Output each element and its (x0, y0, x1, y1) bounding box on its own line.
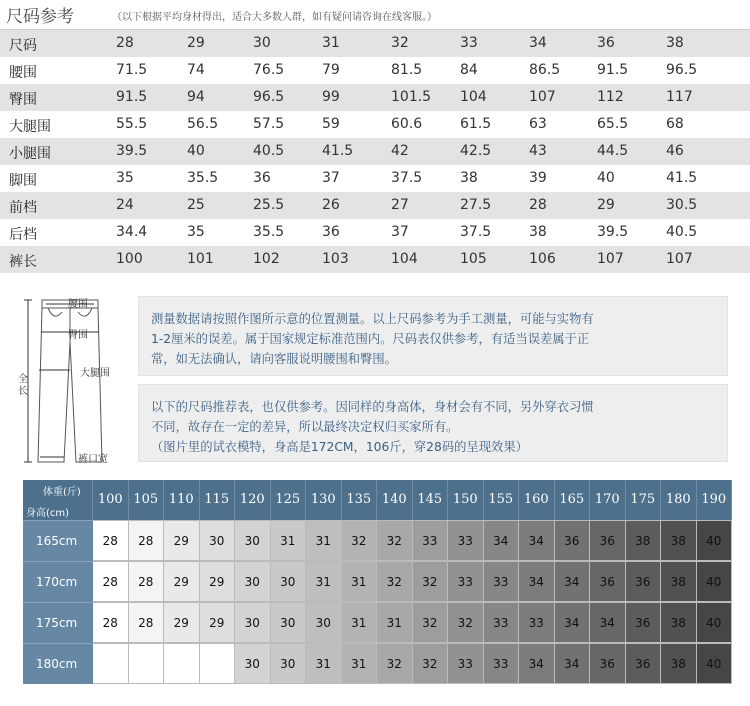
recommend-cell: 36 (590, 643, 626, 684)
note-line: 以下的尺码推荐表，也仅供参考。因同样的身高体，身材会有不同，另外穿衣习惯 (151, 400, 594, 414)
weight-axis-label: 体重(斤) (43, 487, 81, 498)
weight-header-cell: 175 (626, 480, 662, 520)
recommend-cell: 28 (129, 561, 165, 602)
page-title: 尺码参考 (6, 7, 74, 27)
page-subtitle: （以下根据平均身材得出，适合大多数人群，如有疑问请咨询在线客服。） (112, 12, 437, 23)
recommend-cell: 33 (448, 520, 484, 561)
weight-header-cell: 135 (342, 480, 378, 520)
recommend-cell: 28 (93, 561, 129, 602)
size-cell: 65.5 (597, 116, 629, 132)
note-line: 不同，故存在一定的差异，所以最终决定权归买家所有。 (151, 420, 459, 434)
size-cell: 39 (529, 170, 547, 186)
size-cell: 107 (666, 251, 693, 267)
size-cell: 35 (116, 170, 134, 186)
recommend-cell: 30 (235, 602, 271, 643)
size-cell: 31 (322, 35, 340, 51)
size-cell: 27.5 (460, 197, 492, 213)
recommend-cell: 40 (697, 643, 733, 684)
grid-corner (23, 480, 93, 520)
recommend-cell: 33 (448, 643, 484, 684)
size-cell: 100 (116, 251, 143, 267)
recommend-cell: 32 (413, 602, 449, 643)
hem-label: 裤口宽 (78, 454, 108, 465)
recommend-cell: 31 (342, 561, 378, 602)
size-row-label: 腰围 (9, 65, 37, 81)
recommend-cell (200, 643, 236, 684)
recommend-cell: 34 (519, 561, 555, 602)
size-table-row (0, 246, 750, 273)
recommend-cell: 36 (590, 520, 626, 561)
recommend-cell: 31 (342, 602, 378, 643)
size-cell: 68 (666, 116, 684, 132)
recommend-cell: 28 (129, 602, 165, 643)
size-cell: 71.5 (116, 62, 148, 78)
recommend-cell: 34 (519, 643, 555, 684)
recommend-cell: 28 (93, 602, 129, 643)
size-cell: 101.5 (391, 89, 432, 105)
size-cell: 41.5 (666, 170, 698, 186)
size-cell: 91.5 (116, 89, 148, 105)
recommend-cell: 33 (484, 561, 520, 602)
height-axis-label: 身高(cm) (26, 508, 70, 519)
size-cell: 25 (187, 197, 205, 213)
weight-header-cell: 150 (448, 480, 484, 520)
size-cell: 37.5 (460, 224, 492, 240)
recommend-cell: 29 (164, 520, 200, 561)
recommend-cell: 34 (555, 643, 591, 684)
measurement-note-box (138, 296, 728, 376)
recommend-cell: 29 (164, 602, 200, 643)
size-cell: 30 (253, 35, 271, 51)
recommend-cell: 29 (200, 561, 236, 602)
recommend-cell: 34 (555, 602, 591, 643)
header (0, 0, 750, 30)
recommend-cell: 30 (271, 561, 307, 602)
recommend-cell: 38 (661, 643, 697, 684)
size-cell: 28 (116, 35, 134, 51)
size-cell: 94 (187, 89, 205, 105)
size-cell: 105 (460, 251, 487, 267)
size-cell: 99 (322, 89, 340, 105)
size-cell: 35 (187, 224, 205, 240)
size-row-label: 臀围 (9, 92, 37, 108)
weight-header-cell: 115 (200, 480, 236, 520)
weight-header-cell: 155 (484, 480, 520, 520)
recommend-cell: 32 (448, 602, 484, 643)
recommend-cell: 38 (661, 561, 697, 602)
size-row-label: 裤长 (9, 254, 37, 270)
size-cell: 104 (391, 251, 418, 267)
height-row-header: 170cm (23, 561, 93, 602)
size-cell: 35.5 (187, 170, 219, 186)
size-cell: 29 (187, 35, 205, 51)
size-cell: 40.5 (253, 143, 285, 159)
waist-label: 腰围 (68, 299, 88, 310)
size-cell: 63 (529, 116, 547, 132)
size-cell: 84 (460, 62, 478, 78)
weight-header-cell: 170 (590, 480, 626, 520)
recommend-cell: 29 (164, 561, 200, 602)
size-row-label: 前档 (9, 200, 37, 216)
size-cell: 104 (460, 89, 487, 105)
hip-label: 臀围 (68, 330, 88, 341)
height-row-header: 180cm (23, 643, 93, 684)
size-cell: 91.5 (597, 62, 629, 78)
note-line: 1-2厘米的误差。属于国家规定标准范围内。尺码表仅供参考，有适当误差属于正 (151, 332, 590, 346)
weight-header-cell: 120 (235, 480, 271, 520)
recommend-cell (93, 643, 129, 684)
recommend-cell: 33 (484, 643, 520, 684)
size-cell: 38 (666, 35, 684, 51)
size-cell: 86.5 (529, 62, 561, 78)
recommend-cell: 36 (590, 561, 626, 602)
recommend-cell: 30 (235, 520, 271, 561)
height-row-header: 165cm (23, 520, 93, 561)
recommend-cell: 34 (590, 602, 626, 643)
size-cell: 96.5 (253, 89, 285, 105)
size-cell: 106 (529, 251, 556, 267)
size-cell: 26 (322, 197, 340, 213)
recommend-cell: 33 (448, 561, 484, 602)
size-cell: 102 (253, 251, 280, 267)
recommend-cell: 36 (626, 643, 662, 684)
size-cell: 42 (391, 143, 409, 159)
size-cell: 37.5 (391, 170, 423, 186)
recommend-cell: 33 (519, 602, 555, 643)
recommend-cell: 30 (200, 520, 236, 561)
size-cell: 107 (597, 251, 624, 267)
recommend-cell: 32 (377, 643, 413, 684)
recommend-cell (129, 643, 165, 684)
size-table-row (0, 165, 750, 192)
size-row-label: 大腿围 (9, 119, 51, 135)
size-cell: 46 (666, 143, 684, 159)
recommend-cell: 31 (306, 643, 342, 684)
size-table-row (0, 138, 750, 165)
size-cell: 39.5 (597, 224, 629, 240)
height-row-header: 175cm (23, 602, 93, 643)
size-cell: 37 (391, 224, 409, 240)
weight-header-cell: 125 (271, 480, 307, 520)
recommend-cell: 31 (377, 602, 413, 643)
size-cell: 74 (187, 62, 205, 78)
recommend-cell: 34 (519, 520, 555, 561)
size-cell: 34.4 (116, 224, 148, 240)
recommend-cell: 40 (697, 561, 733, 602)
size-cell: 35.5 (253, 224, 285, 240)
weight-header-cell: 105 (129, 480, 165, 520)
weight-header-cell: 180 (661, 480, 697, 520)
recommend-cell (164, 643, 200, 684)
size-cell: 29 (597, 197, 615, 213)
size-cell: 103 (322, 251, 349, 267)
size-cell: 38 (460, 170, 478, 186)
size-table-row (0, 30, 750, 57)
recommend-cell: 29 (200, 602, 236, 643)
recommend-cell: 36 (555, 520, 591, 561)
size-recommendation-grid (23, 480, 733, 685)
size-cell: 36 (253, 170, 271, 186)
size-table-row (0, 84, 750, 111)
recommend-cell: 36 (626, 602, 662, 643)
length-label: 全长 (18, 374, 28, 397)
size-cell: 117 (666, 89, 693, 105)
recommend-cell: 32 (413, 643, 449, 684)
size-row-label: 小腿围 (9, 146, 51, 162)
size-row-label: 尺码 (9, 38, 37, 54)
weight-header-cell: 145 (413, 480, 449, 520)
size-cell: 101 (187, 251, 214, 267)
size-cell: 44.5 (597, 143, 629, 159)
recommend-cell: 33 (413, 520, 449, 561)
size-cell: 40 (187, 143, 205, 159)
recommend-cell: 40 (697, 520, 733, 561)
recommend-cell: 34 (484, 520, 520, 561)
size-cell: 81.5 (391, 62, 423, 78)
size-table (0, 30, 750, 273)
size-cell: 40 (597, 170, 615, 186)
thigh-label: 大腿围 (80, 368, 110, 379)
size-cell: 107 (529, 89, 556, 105)
size-cell: 55.5 (116, 116, 148, 132)
size-cell: 38 (529, 224, 547, 240)
recommend-cell: 34 (555, 561, 591, 602)
recommend-cell: 30 (271, 602, 307, 643)
recommend-cell: 32 (342, 520, 378, 561)
recommend-cell: 30 (271, 643, 307, 684)
size-cell: 39.5 (116, 143, 148, 159)
size-cell: 40.5 (666, 224, 698, 240)
pants-outline-icon (20, 292, 130, 472)
weight-header-cell: 190 (697, 480, 733, 520)
note-line: 常，如无法确认，请向客服说明腰围和臀围。 (151, 352, 397, 366)
recommend-cell: 31 (306, 520, 342, 561)
size-cell: 57.5 (253, 116, 285, 132)
recommend-cell: 31 (306, 561, 342, 602)
size-cell: 27 (391, 197, 409, 213)
size-cell: 60.6 (391, 116, 423, 132)
size-table-row (0, 192, 750, 219)
size-cell: 41.5 (322, 143, 354, 159)
size-table-row (0, 111, 750, 138)
size-cell: 25.5 (253, 197, 285, 213)
recommend-cell: 36 (626, 561, 662, 602)
pants-measurement-figure (20, 292, 130, 472)
size-cell: 36 (597, 35, 615, 51)
recommend-cell: 40 (697, 602, 733, 643)
size-cell: 32 (391, 35, 409, 51)
recommend-cell: 33 (484, 602, 520, 643)
weight-header-cell: 160 (519, 480, 555, 520)
recommend-cell: 32 (377, 561, 413, 602)
size-row-label: 脚围 (9, 173, 37, 189)
recommend-cell: 31 (342, 643, 378, 684)
size-row-label: 后档 (9, 227, 37, 243)
size-cell: 37 (322, 170, 340, 186)
size-cell: 30.5 (666, 197, 698, 213)
size-cell: 61.5 (460, 116, 492, 132)
size-cell: 24 (116, 197, 134, 213)
size-cell: 59 (322, 116, 340, 132)
recommend-cell: 28 (93, 520, 129, 561)
recommend-cell: 38 (661, 520, 697, 561)
weight-header-cell: 100 (93, 480, 129, 520)
recommend-cell: 28 (129, 520, 165, 561)
recommend-cell: 32 (377, 520, 413, 561)
weight-header-cell: 110 (164, 480, 200, 520)
size-table-row (0, 57, 750, 84)
weight-header-cell: 140 (377, 480, 413, 520)
size-cell: 36 (322, 224, 340, 240)
size-cell: 33 (460, 35, 478, 51)
size-cell: 79 (322, 62, 340, 78)
weight-header-cell: 130 (306, 480, 342, 520)
recommend-cell: 30 (306, 602, 342, 643)
recommend-cell: 38 (661, 602, 697, 643)
recommend-cell: 31 (271, 520, 307, 561)
recommend-note-box (138, 384, 728, 462)
size-cell: 43 (529, 143, 547, 159)
recommend-cell: 32 (413, 561, 449, 602)
size-table-row (0, 219, 750, 246)
size-cell: 56.5 (187, 116, 219, 132)
size-cell: 34 (529, 35, 547, 51)
size-cell: 28 (529, 197, 547, 213)
size-cell: 76.5 (253, 62, 285, 78)
recommend-cell: 30 (235, 643, 271, 684)
size-cell: 42.5 (460, 143, 492, 159)
recommend-cell: 30 (235, 561, 271, 602)
weight-header-cell: 165 (555, 480, 591, 520)
recommend-cell: 38 (626, 520, 662, 561)
size-cell: 112 (597, 89, 624, 105)
size-cell: 96.5 (666, 62, 698, 78)
note-line: 测量数据请按照作图所示意的位置测量。以上尺码参考为手工测量，可能与实物有 (151, 312, 594, 326)
note-line: （图片里的试衣模特，身高是172CM，106斤，穿28码的呈现效果） (151, 440, 528, 454)
